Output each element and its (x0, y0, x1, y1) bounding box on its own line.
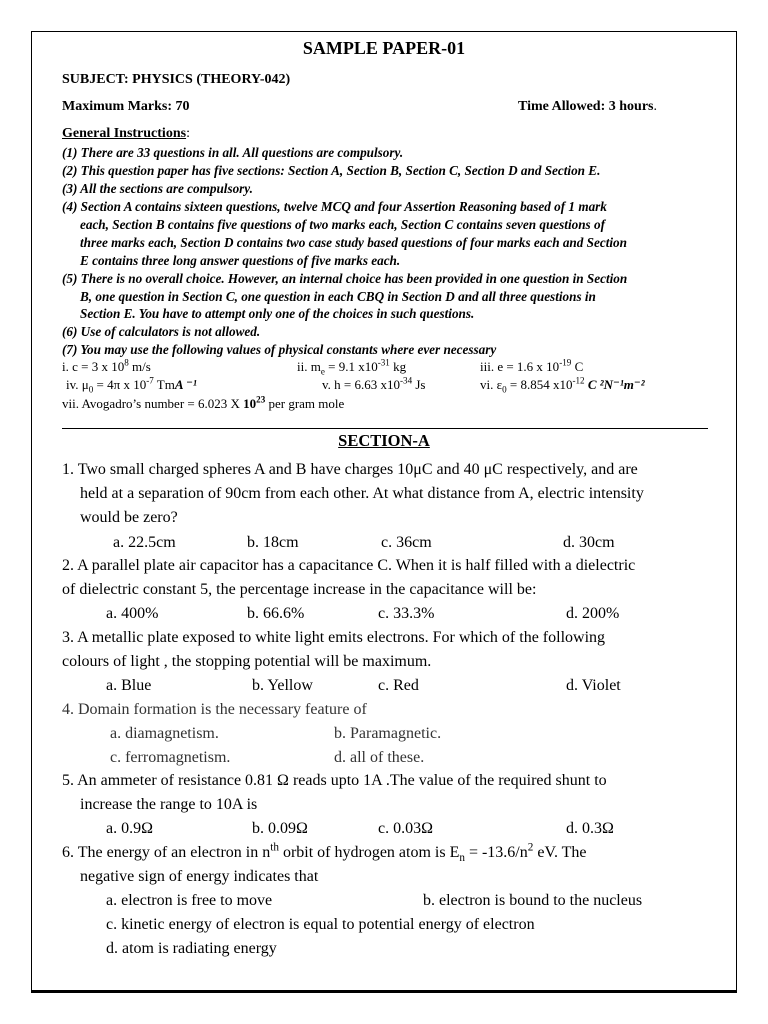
q1-option-a: a. 22.5cm (113, 534, 176, 551)
constant-c: i. c = 3 x $10^8$ m/s (62, 357, 151, 374)
q1-option-b: b. 18cm (247, 534, 299, 551)
question-5-line: 5. An ammeter of resistance 0.81 Ω reads upto 1A .The value of the required shunt to (62, 772, 607, 789)
q2-option-c: c. 33.3% (378, 605, 435, 622)
section-heading: SECTION-A (338, 431, 430, 450)
q2-option-a: a. 400% (106, 605, 159, 622)
instruction-line: each, Section B contains five questions of two marks each, Section C contains seven questions of (80, 217, 605, 232)
instruction-line: Section E. You have to attempt only one of the choices in such questions. (80, 306, 475, 321)
instruction-line: (7) You may use the following values of physical constants where ever necessary (62, 342, 497, 357)
q6-option-c: c. kinetic energy of electron is equal to potential energy of electron (106, 916, 535, 933)
question-3-line: 3. A metallic plate exposed to white light emits electrons. For which of the following (62, 629, 606, 646)
instruction-line: (4) Section A contains sixteen questions, twelve MCQ and four Assertion Reasoning based of 1 mark (62, 199, 607, 214)
divider (62, 428, 708, 429)
question-1-line: would be zero? (80, 509, 178, 526)
q3-option-d: d. Violet (566, 677, 621, 694)
maximum-marks: Maximum Marks: 70 (62, 99, 190, 114)
paper-title: SAMPLE PAPER-01 (302, 38, 466, 58)
subject: SUBJECT: PHYSICS (THEORY-042) (62, 72, 291, 87)
constant-avogadro: vii. Avogadro’s number = 6.023 X $10^{23}$ per gram mole (62, 394, 345, 411)
instruction-line: (6) Use of calculators is not allowed. (62, 324, 261, 339)
constant-h: v. h = 6.63 $x10^{-34}$ Js (322, 375, 426, 392)
question-6-line: negative sign of energy indicates that (80, 868, 319, 885)
q1-option-c: c. 36cm (381, 534, 432, 551)
instruction-line: B, one question in Section C, one question in each CBQ in Section D and all three questions in (80, 289, 596, 304)
question-1-line: 1. Two small charged spheres A and B have charges 10μC and 40 μC respectively, and are (62, 461, 638, 478)
q4-option-b: b. Paramagnetic. (334, 725, 442, 742)
q3-option-a: a. Blue (106, 677, 152, 694)
time-allowed: Time Allowed: 3 hours. (518, 99, 657, 114)
instruction-line: three marks each, Section D contains two case study based questions of four marks each and Section (80, 235, 627, 250)
general-instructions-heading: General Instructions: (62, 126, 190, 141)
question-4-line: 4. Domain formation is the necessary feature of (62, 701, 367, 718)
q6-option-a: a. electron is free to move (106, 892, 273, 909)
q4-option-a: a. diamagnetism. (110, 725, 219, 742)
constant-e: iii. e = 1.6 x $10^{-19}$ C (480, 357, 584, 374)
constant-mu0: iv. $\mu_0 = 4\pi$ x $10^{-7}$ TmA ⁻¹ (66, 375, 197, 395)
q5-option-b: b. 0.09Ω (252, 820, 308, 837)
q3-option-b: b. Yellow (252, 677, 313, 694)
q1-option-d: d. 30cm (563, 534, 615, 551)
question-1-line: held at a separation of 90cm from each other. At what distance from A, electric intensity (80, 485, 644, 502)
question-3-line: colours of light , the stopping potential will be maximum. (62, 653, 432, 670)
q2-option-d: d. 200% (566, 605, 620, 622)
q4-option-c: c. ferromagnetism. (110, 749, 231, 766)
constant-eps0: vi. $\varepsilon_0 = 8.854$ $x10^{-12}$ C ²N⁻¹m⁻² (480, 375, 645, 395)
question-6-line: 6. The energy of an electron in $n^{th}$ orbit of hydrogen atom is $E_n = -13.6/n^2$ eV. The (62, 841, 587, 865)
instruction-line: (3) All the sections are compulsory. (62, 181, 253, 196)
instruction-line: (2) This question paper has five sections: Section A, Section B, Section C, Section D and Section E. (62, 163, 601, 178)
q6-option-b: b. electron is bound to the nucleus (423, 892, 643, 909)
q5-option-c: c. 0.03Ω (378, 820, 433, 837)
bottom-rule (31, 990, 737, 993)
q6-option-d: d. atom is radiating energy (106, 940, 277, 957)
constant-me: ii. $m_e = 9.1$ $x10^{-31}$ kg (297, 357, 407, 377)
question-2-line: 2. A parallel plate air capacitor has a capacitance C. When it is half filled with a dielectric (62, 557, 636, 574)
q5-option-a: a. 0.9Ω (106, 820, 153, 837)
q3-option-c: c. Red (378, 677, 419, 694)
instruction-line: (1) There are 33 questions in all. All questions are compulsory. (62, 145, 404, 160)
question-2-line: of dielectric constant 5, the percentage increase in the capacitance will be: (62, 581, 537, 598)
question-5-line: increase the range to 10A is (80, 796, 258, 813)
instruction-line: (5) There is no overall choice. However, an internal choice has been provided in one question in Section (62, 271, 628, 286)
q4-option-d: d. all of these. (334, 749, 425, 766)
q2-option-b: b. 66.6% (247, 605, 305, 622)
q5-option-d: d. 0.3Ω (566, 820, 614, 837)
instruction-line: E contains three long answer questions of five marks each. (80, 253, 401, 268)
